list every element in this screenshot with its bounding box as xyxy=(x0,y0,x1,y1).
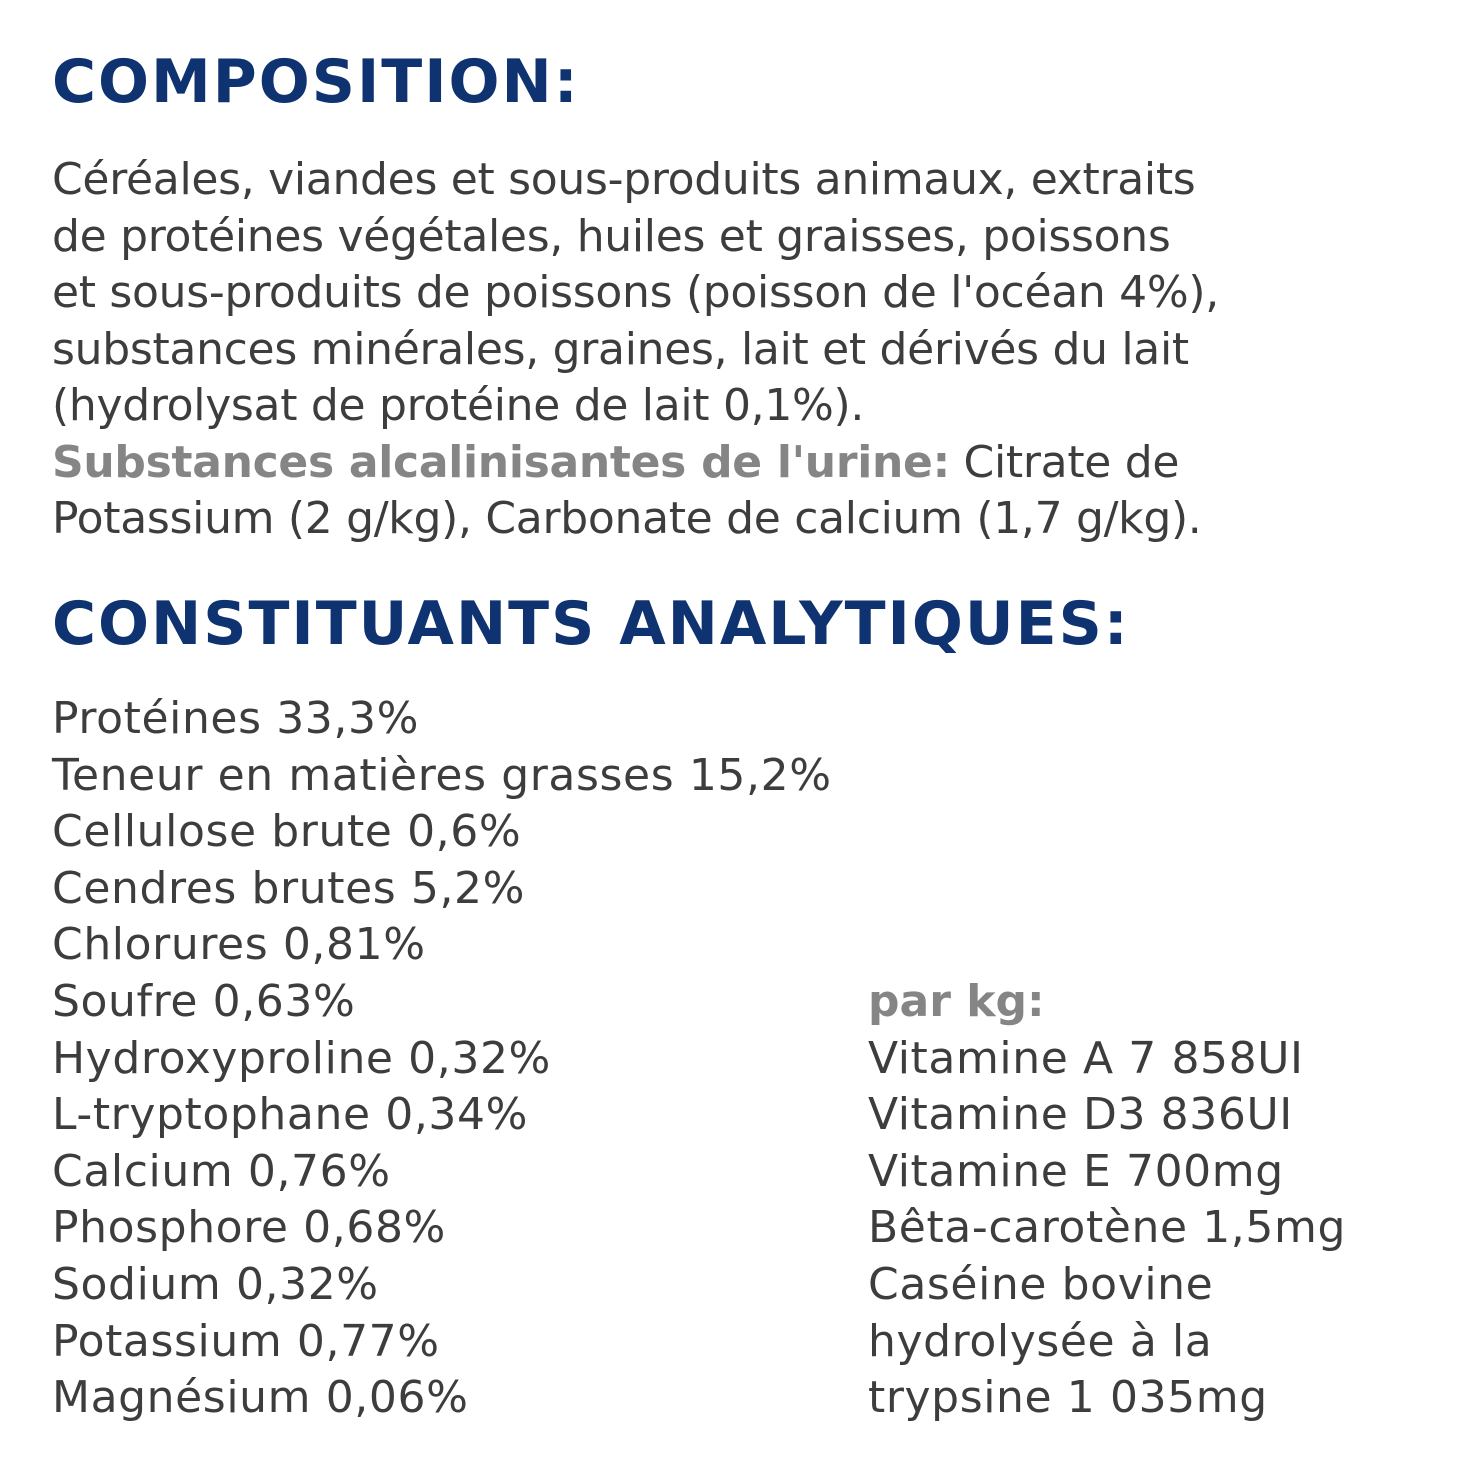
composition-paragraph xyxy=(52,152,1432,548)
composition-line: et sous-produits de poissons (poisson de l'océan 4%), xyxy=(52,267,1219,318)
composition-heading: COMPOSITION: xyxy=(52,47,580,117)
list-item: trypsine 1 035mg xyxy=(868,1372,1268,1424)
list-item: Cellulose brute 0,6% xyxy=(52,806,522,858)
composition-line: substances minérales, graines, lait et dérivés du lait xyxy=(52,323,1189,375)
list-item: Hydroxyproline 0,32% xyxy=(52,1032,551,1084)
composition-line: de protéines végétales, huiles et graisses, poissons xyxy=(52,210,1171,262)
composition-line: Céréales, viandes et sous-produits animaux, extraits xyxy=(52,154,1196,205)
list-item: Teneur en matières grasses 15,2% xyxy=(52,749,832,801)
alkaline-text: Citrate de xyxy=(949,436,1180,488)
list-item: L-tryptophane 0,34% xyxy=(52,1089,528,1141)
list-item: hydrolysée à la xyxy=(868,1315,1213,1367)
per-kg-list xyxy=(868,974,1346,1427)
list-item: Protéines 33,3% xyxy=(52,693,419,744)
list-item: Phosphore 0,68% xyxy=(52,1202,446,1254)
list-item: Chlorures 0,81% xyxy=(52,919,426,971)
analytic-heading: CONSTITUANTS ANALYTIQUES: xyxy=(52,589,1130,659)
list-item: Soufre 0,63% xyxy=(52,975,356,1027)
list-item: Cendres brutes 5,2% xyxy=(52,862,526,914)
list-item: Calcium 0,76% xyxy=(52,1145,391,1197)
composition-line: (hydrolysat de protéine de lait 0,1%). xyxy=(52,380,865,431)
list-item: Vitamine D3 836UI xyxy=(868,1089,1293,1141)
per-kg-heading: par kg: xyxy=(868,976,1045,1027)
list-item: Potassium 0,77% xyxy=(52,1315,440,1367)
list-item: Bêta-carotène 1,5mg xyxy=(868,1202,1346,1254)
list-item: Sodium 0,32% xyxy=(52,1258,379,1310)
list-item: Vitamine E 700mg xyxy=(868,1145,1284,1197)
alkaline-line-continued: Potassium (2 g/kg), Carbonate de calcium (1,7 g/kg). xyxy=(52,493,1202,544)
alkaline-line xyxy=(52,435,1432,492)
list-item: Vitamine A 7 858UI xyxy=(868,1032,1304,1084)
list-item: Magnésium 0,06% xyxy=(52,1372,469,1424)
analytic-constituents-list xyxy=(52,691,832,1427)
alkaline-label: Substances alcalinisantes de l'urine: xyxy=(52,436,950,488)
list-item: Caséine bovine xyxy=(868,1258,1214,1310)
